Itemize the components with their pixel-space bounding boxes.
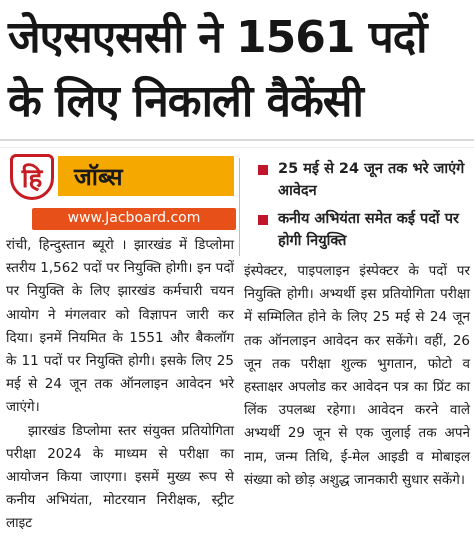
headline-rule-thin <box>0 147 474 148</box>
logo-letter: हि <box>21 164 43 194</box>
article-left-column <box>6 234 234 536</box>
highlight-item <box>256 158 470 202</box>
headline-rule <box>0 139 474 141</box>
watermark-url[interactable]: www.Jacboard.com <box>67 210 201 226</box>
highlight-item <box>256 208 470 252</box>
section-label: जॉब्स <box>74 163 123 191</box>
watermark-banner[interactable] <box>32 208 236 230</box>
hindustan-logo <box>10 154 54 200</box>
article-paragraph: झारखंड डिप्लोमा स्तर संयुक्त प्रतियोगिता परीक्षा 2024 के माध्यम से परीक्षा का आयोजन किया जाएगा। इसमें मुख्य रूप से कनीय अभियंता, मोटरयान निरीक्षक, स्ट्रीट लाइट <box>6 422 234 532</box>
highlights-box <box>256 158 470 258</box>
highlight-divider <box>239 158 240 256</box>
article-paragraph: इंस्पेक्टर, पाइपलाइन इंस्पेक्टर के पदों पर नियुक्ति होगी। अभ्यर्थी इस प्रतियोगिता परीक्षा में सम्मिलित होने के लिए 25 मई से 24 जून तक ऑनलाइन आवेदन कर सकेंगे। वहीं, 26 जून तक परीक्षा शुल्क भुगतान, फोटो व हस्ताक्षर अपलोड कर आवेदन पत्र का प्रिंट का लिंक उपलब्ध रहेगा। आवेदन करने वाले अभ्यर्थी 29 जून से एक जुलाई तक अपने नाम, जन्म तिथि, ई-मेल आइडी व मोबाइल संख्या को छोड़ अशुद्ध जानकारी सुधार सकेंगे। <box>244 263 470 488</box>
bullet-square-icon <box>258 215 268 225</box>
headline <box>8 6 468 134</box>
headline-line-1: जेएसएससी ने 1561 पदों <box>8 12 427 63</box>
bullet-square-icon <box>258 165 268 175</box>
section-bar <box>58 156 234 196</box>
article-paragraph: रांची, हिन्दुस्तान ब्यूरो । झारखंड में डिप्लोमा स्तरीय 1,562 पदों पर नियुक्ति होगी। इन पदों पर नियुक्ति के लिए झारखंड कर्मचारी चयन आयोग ने मंगलवार को विज्ञापन जारी कर दिया। इनमें नियमित के 1551 और बैकलॉग के 11 पदों पर नियुक्ति होगी। इसके लिए 25 मई से 24 जून तक ऑनलाइन आवेदन भरे जाएंगे। <box>6 237 234 416</box>
highlight-text: कनीय अभियंता समेत कई पदों पर होगी नियुक्ति <box>278 211 459 249</box>
article-right-column <box>244 260 470 492</box>
highlight-text: 25 मई से 24 जून तक भरे जाएंगे आवेदन <box>278 161 465 199</box>
headline-line-2: के लिए निकाली वैकेंसी <box>8 76 363 127</box>
